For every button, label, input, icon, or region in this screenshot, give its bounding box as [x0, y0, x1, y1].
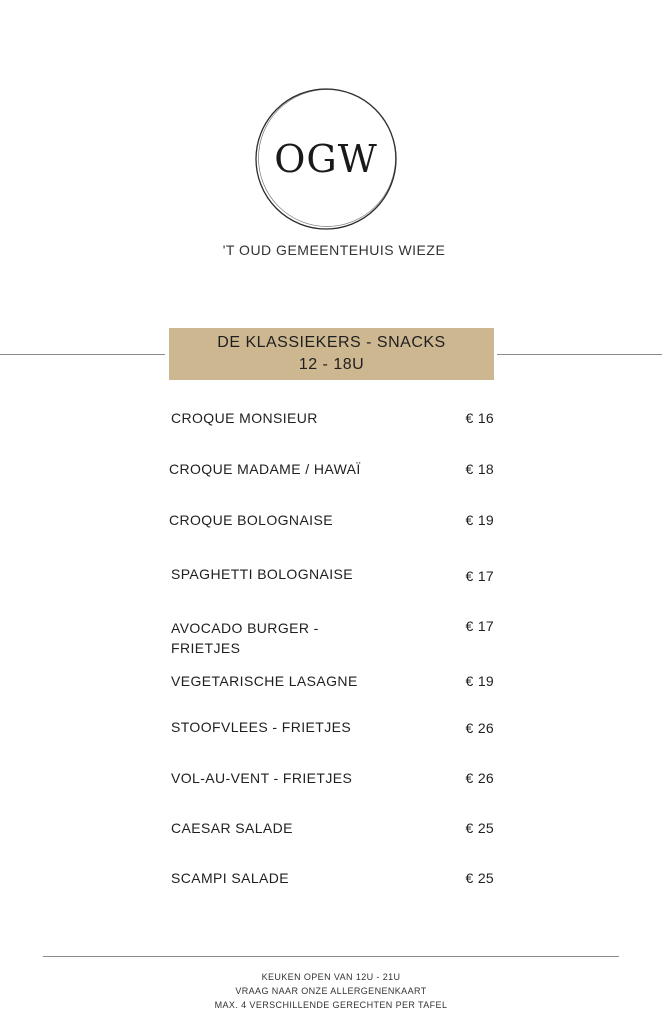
- menu-item-price: € 18: [465, 461, 494, 477]
- section-banner: [169, 328, 494, 380]
- menu-item-name: VOL-AU-VENT - FRIETJES: [171, 770, 353, 786]
- footer-allergen-note: VRAAG NAAR ONZE ALLERGENENKAART: [235, 986, 427, 996]
- section-hours: 12 - 18U: [298, 356, 365, 373]
- menu-item-price: € 25: [465, 820, 494, 836]
- menu-item-price: € 16: [465, 410, 494, 426]
- footer-max-dishes-note: MAX. 4 VERSCHILLENDE GERECHTEN PER TAFEL: [214, 1000, 448, 1010]
- menu-item-name: AVOCADO BURGER - FRIETJES: [171, 620, 319, 656]
- menu-item-price: € 25: [465, 870, 494, 886]
- menu-item-name: VEGETARISCHE LASAGNE: [171, 673, 358, 689]
- menu-item-price: € 26: [465, 770, 494, 786]
- menu-item-price: € 19: [465, 512, 494, 528]
- menu-item-name: SPAGHETTI BOLOGNAISE: [171, 566, 354, 582]
- menu-item-price: € 19: [465, 673, 494, 689]
- menu-item-name: CROQUE MADAME / HAWAÏ: [169, 461, 361, 477]
- divider-right: [497, 354, 662, 355]
- menu-item-name: CROQUE MONSIEUR: [171, 410, 318, 426]
- logo-text: OGW: [274, 137, 378, 181]
- footer-divider: [43, 956, 619, 957]
- section-title: DE KLASSIEKERS - SNACKS: [217, 334, 446, 351]
- footer-kitchen-hours: KEUKEN OPEN VAN 12U - 21U: [261, 972, 401, 982]
- restaurant-tagline: 'T OUD GEMEENTEHUIS WIEZE: [222, 242, 446, 258]
- menu-item-price: € 17: [465, 568, 494, 584]
- menu-item-name: SCAMPI SALADE: [171, 870, 290, 886]
- menu-item-name: CAESAR SALADE: [171, 820, 293, 836]
- menu-item-price: € 26: [465, 720, 494, 736]
- menu-item-name: CROQUE BOLOGNAISE: [169, 512, 333, 528]
- divider-left: [0, 354, 165, 355]
- logo: [252, 85, 400, 233]
- menu-item-price: € 17: [465, 618, 494, 634]
- menu-item-name: STOOFVLEES - FRIETJES: [171, 719, 352, 735]
